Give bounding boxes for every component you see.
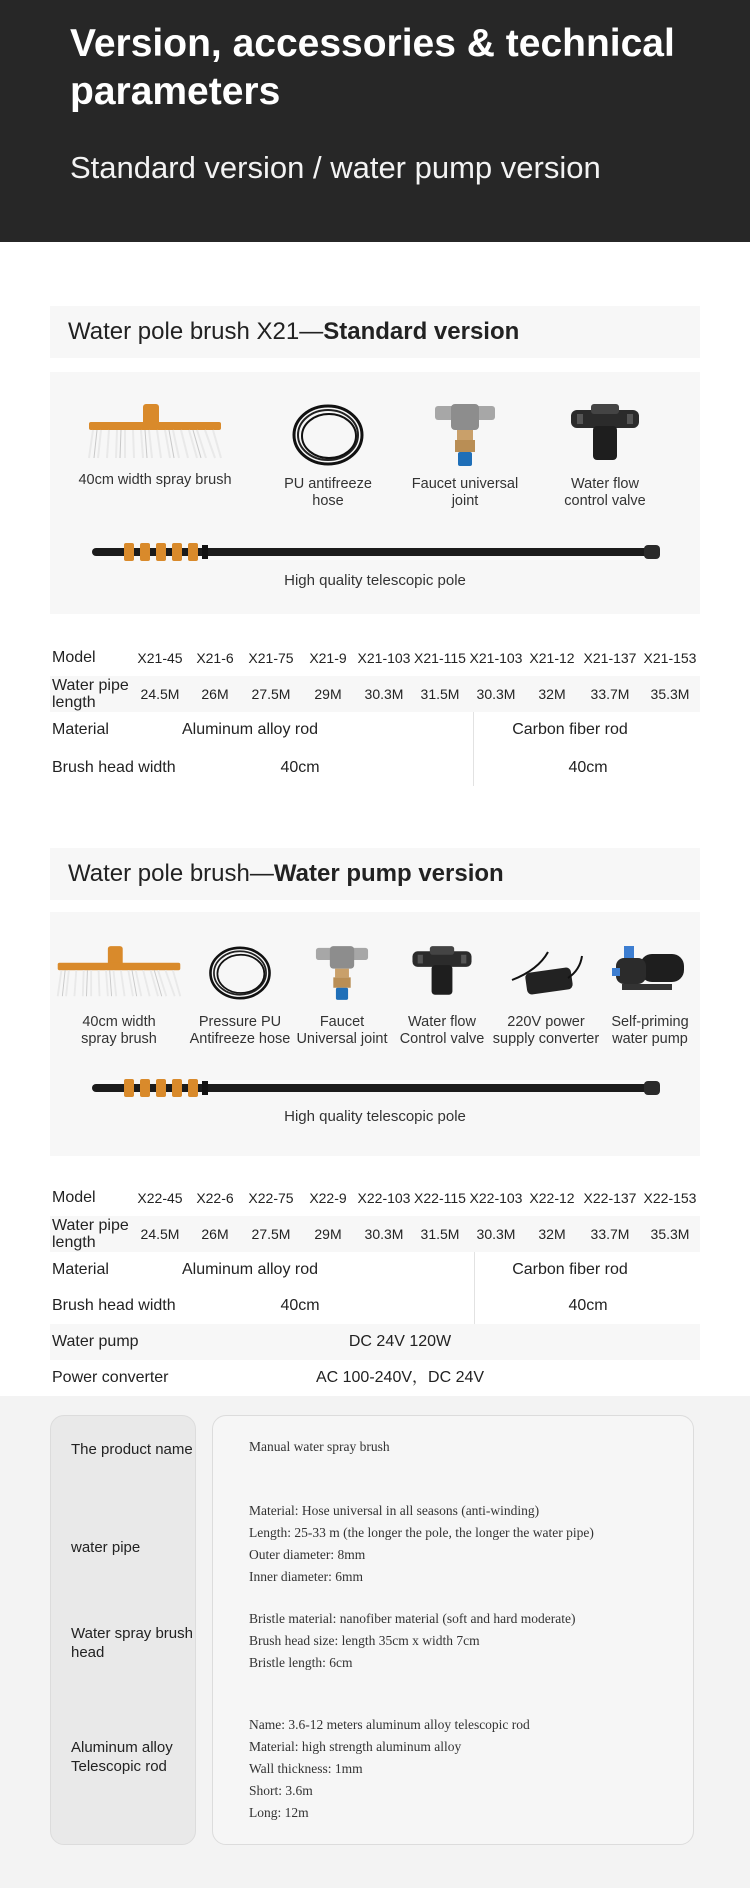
table-row-model bbox=[50, 640, 700, 676]
table-row-pipe-length bbox=[50, 676, 700, 712]
spray-brush-icon bbox=[85, 402, 225, 464]
pipe-length-cell: 24.5M bbox=[140, 1226, 180, 1242]
material-carbon-cell: Carbon fiber rod bbox=[512, 1261, 628, 1278]
pump-item-faucet bbox=[292, 940, 392, 1048]
model-cell: X21-75 bbox=[248, 650, 294, 666]
pipe-length-cell: 30.3M bbox=[364, 1226, 404, 1242]
detail-product-name bbox=[249, 1436, 689, 1458]
detail-telescopic-rod bbox=[249, 1714, 689, 1824]
model-cell: X22-12 bbox=[529, 1190, 575, 1206]
pump-item-adapter-label: 220V power supply converter bbox=[492, 1014, 600, 1047]
detail-line: Short: 3.6m bbox=[249, 1783, 313, 1798]
pump-accessories-panel bbox=[50, 912, 700, 1156]
pump-item-pump-label: Self-priming water pump bbox=[611, 1014, 689, 1047]
material-aluminum-cell: Aluminum alloy rod bbox=[181, 721, 319, 738]
faucet-joint-icon bbox=[427, 402, 503, 468]
detail-line: Manual water spray brush bbox=[249, 1439, 390, 1454]
model-cell: X21-6 bbox=[196, 650, 234, 666]
detail-label-product-name: The product name bbox=[71, 1441, 193, 1458]
power-converter-value: AC 100-240V，DC 24V bbox=[315, 1369, 485, 1386]
standard-accessories-panel bbox=[50, 372, 700, 614]
pipe-length-cell: 29M bbox=[314, 686, 342, 702]
pipe-length-cell: 30.3M bbox=[476, 686, 516, 702]
standard-section-heading bbox=[50, 306, 700, 358]
detail-line: Bristle material: nanofiber material (soft and hard moderate) bbox=[249, 1611, 576, 1626]
pump-item-brush bbox=[54, 940, 184, 1048]
standard-item-hose-label: PU antifreeze hose bbox=[284, 476, 372, 509]
model-cell: X21-45 bbox=[137, 650, 183, 666]
model-cell: X21-12 bbox=[529, 650, 575, 666]
row-label: Brush head width bbox=[52, 759, 176, 776]
brush-width-cell: 40cm bbox=[568, 759, 608, 776]
model-cell: X22-153 bbox=[643, 1190, 697, 1206]
detail-brush-head bbox=[249, 1608, 689, 1674]
water-pump-value: DC 24V 120W bbox=[348, 1333, 452, 1350]
model-cell: X22-9 bbox=[309, 1190, 347, 1206]
row-label: Model bbox=[52, 649, 96, 666]
model-cell: X22-75 bbox=[248, 1190, 294, 1206]
pipe-length-cell: 24.5M bbox=[140, 686, 180, 702]
standard-item-faucet-label: Faucet universal joint bbox=[411, 476, 519, 509]
page-title: Version, accessories & technical parameters bbox=[70, 22, 675, 113]
detail-line: Wall thickness: 1mm bbox=[249, 1761, 363, 1776]
model-cell: X22-115 bbox=[414, 1190, 466, 1206]
hose-icon bbox=[207, 940, 273, 1006]
pump-item-hose bbox=[182, 940, 298, 1048]
row-label: Material bbox=[52, 721, 109, 738]
pump-section-heading bbox=[50, 848, 700, 900]
pipe-length-cell: 33.7M bbox=[590, 686, 630, 702]
standard-spec-table bbox=[50, 640, 700, 786]
model-cell: X21-9 bbox=[309, 650, 347, 666]
hero-banner bbox=[0, 0, 750, 242]
details-value-card bbox=[212, 1415, 694, 1845]
table-row-pipe-length bbox=[50, 1216, 700, 1252]
table-divider bbox=[474, 1252, 475, 1324]
row-label: Water pump bbox=[52, 1333, 139, 1350]
detail-label-telescopic-rod: Aluminum alloy Telescopic rod bbox=[71, 1739, 173, 1775]
model-cell: X22-137 bbox=[583, 1190, 637, 1206]
standard-heading-bold: Standard version bbox=[323, 318, 520, 345]
pipe-length-cell: 32M bbox=[538, 686, 566, 702]
table-divider bbox=[473, 712, 474, 786]
model-cell: X21-115 bbox=[414, 650, 466, 666]
pump-item-pump bbox=[600, 940, 700, 1048]
pump-item-hose-label: Pressure PU Antifreeze hose bbox=[189, 1014, 291, 1047]
model-cell: X22-103 bbox=[469, 1190, 523, 1206]
pipe-length-cell: 31.5M bbox=[420, 686, 460, 702]
pump-item-brush-label: 40cm width spray brush bbox=[81, 1014, 157, 1047]
table-row-water-pump bbox=[50, 1324, 700, 1360]
faucet-joint-icon bbox=[309, 940, 375, 1006]
row-label: Brush head width bbox=[52, 1297, 176, 1314]
table-row-model bbox=[50, 1180, 700, 1216]
pump-item-valve bbox=[392, 940, 492, 1048]
detail-line: Bristle length: 6cm bbox=[249, 1655, 353, 1670]
standard-item-brush-label: 40cm width spray brush bbox=[78, 472, 232, 488]
model-cell: X22-45 bbox=[137, 1190, 183, 1206]
pipe-length-cell: 29M bbox=[314, 1226, 342, 1242]
detail-line: Material: Hose universal in all seasons (anti-winding) bbox=[249, 1503, 540, 1518]
table-row-power-converter bbox=[50, 1360, 700, 1396]
pipe-length-cell: 31.5M bbox=[420, 1226, 460, 1242]
standard-item-faucet bbox=[410, 402, 520, 510]
table-row-material bbox=[50, 712, 700, 748]
pipe-length-cell: 26M bbox=[201, 686, 229, 702]
hose-icon bbox=[290, 402, 366, 468]
power-adapter-icon bbox=[508, 940, 584, 1006]
water-pump-icon bbox=[610, 940, 690, 1006]
model-cell: X22-103 bbox=[357, 1190, 411, 1206]
brush-width-cell: 40cm bbox=[280, 759, 320, 776]
detail-line: Length: 25-33 m (the longer the pole, the longer the water pipe) bbox=[249, 1525, 594, 1540]
model-cell: X22-6 bbox=[196, 1190, 234, 1206]
pipe-length-cell: 26M bbox=[201, 1226, 229, 1242]
table-row-brush-width bbox=[50, 750, 700, 786]
row-label: Water pipe length bbox=[52, 1217, 129, 1251]
detail-line: Outer diameter: 8mm bbox=[249, 1547, 366, 1562]
pipe-length-cell: 35.3M bbox=[650, 686, 690, 702]
telescopic-pole-icon bbox=[92, 540, 662, 564]
standard-item-brush bbox=[75, 402, 235, 489]
model-cell: X21-153 bbox=[643, 650, 697, 666]
material-carbon-cell: Carbon fiber rod bbox=[512, 721, 628, 738]
row-label: Power converter bbox=[52, 1369, 169, 1386]
pipe-length-cell: 30.3M bbox=[364, 686, 404, 702]
detail-water-pipe bbox=[249, 1500, 689, 1588]
pipe-length-cell: 33.7M bbox=[590, 1226, 630, 1242]
detail-line: Long: 12m bbox=[249, 1805, 309, 1820]
pump-spec-table bbox=[50, 1180, 700, 1396]
standard-item-valve-label: Water flow control valve bbox=[564, 476, 646, 509]
model-cell: X21-103 bbox=[469, 650, 523, 666]
pump-item-valve-label: Water flow Control valve bbox=[399, 1014, 485, 1047]
flow-valve-icon bbox=[409, 940, 475, 1006]
standard-heading-prefix: Water pole brush X21— bbox=[68, 318, 324, 345]
detail-line: Material: high strength aluminum alloy bbox=[249, 1739, 462, 1754]
pump-pole-label: High quality telescopic pole bbox=[284, 1108, 466, 1125]
spray-brush-icon bbox=[54, 940, 184, 1006]
pipe-length-cell: 30.3M bbox=[476, 1226, 516, 1242]
telescopic-pole-icon bbox=[92, 1076, 662, 1100]
pipe-length-cell: 32M bbox=[538, 1226, 566, 1242]
detail-line: Inner diameter: 6mm bbox=[249, 1569, 363, 1584]
table-row-material bbox=[50, 1252, 700, 1288]
flow-valve-icon bbox=[567, 402, 643, 468]
table-row-brush-width bbox=[50, 1288, 700, 1324]
standard-item-valve bbox=[550, 402, 660, 510]
pipe-length-cell: 27.5M bbox=[251, 686, 291, 702]
detail-label-brush-head: Water spray brush head bbox=[71, 1625, 193, 1661]
pump-item-adapter bbox=[492, 940, 600, 1048]
row-label: Material bbox=[52, 1261, 109, 1278]
row-label: Water pipe length bbox=[52, 677, 129, 711]
model-cell: X21-137 bbox=[583, 650, 637, 666]
detail-label-water-pipe: water pipe bbox=[71, 1539, 141, 1556]
brush-width-cell: 40cm bbox=[568, 1297, 608, 1314]
details-label-card bbox=[50, 1415, 196, 1845]
standard-item-hose bbox=[278, 402, 378, 510]
model-cell: X21-103 bbox=[357, 650, 411, 666]
pump-heading-prefix: Water pole brush— bbox=[68, 860, 274, 887]
pump-item-faucet-label: Faucet Universal joint bbox=[296, 1014, 388, 1047]
standard-pole-label: High quality telescopic pole bbox=[284, 572, 466, 589]
detail-line: Name: 3.6-12 meters aluminum alloy telescopic rod bbox=[249, 1717, 530, 1732]
detail-line: Brush head size: length 35cm x width 7cm bbox=[249, 1633, 480, 1648]
brush-width-cell: 40cm bbox=[280, 1297, 320, 1314]
pump-heading-bold: Water pump version bbox=[273, 860, 504, 887]
material-aluminum-cell: Aluminum alloy rod bbox=[181, 1261, 319, 1278]
row-label: Model bbox=[52, 1189, 96, 1206]
page-subtitle: Standard version / water pump version bbox=[70, 150, 601, 185]
pipe-length-cell: 27.5M bbox=[251, 1226, 291, 1242]
pipe-length-cell: 35.3M bbox=[650, 1226, 690, 1242]
